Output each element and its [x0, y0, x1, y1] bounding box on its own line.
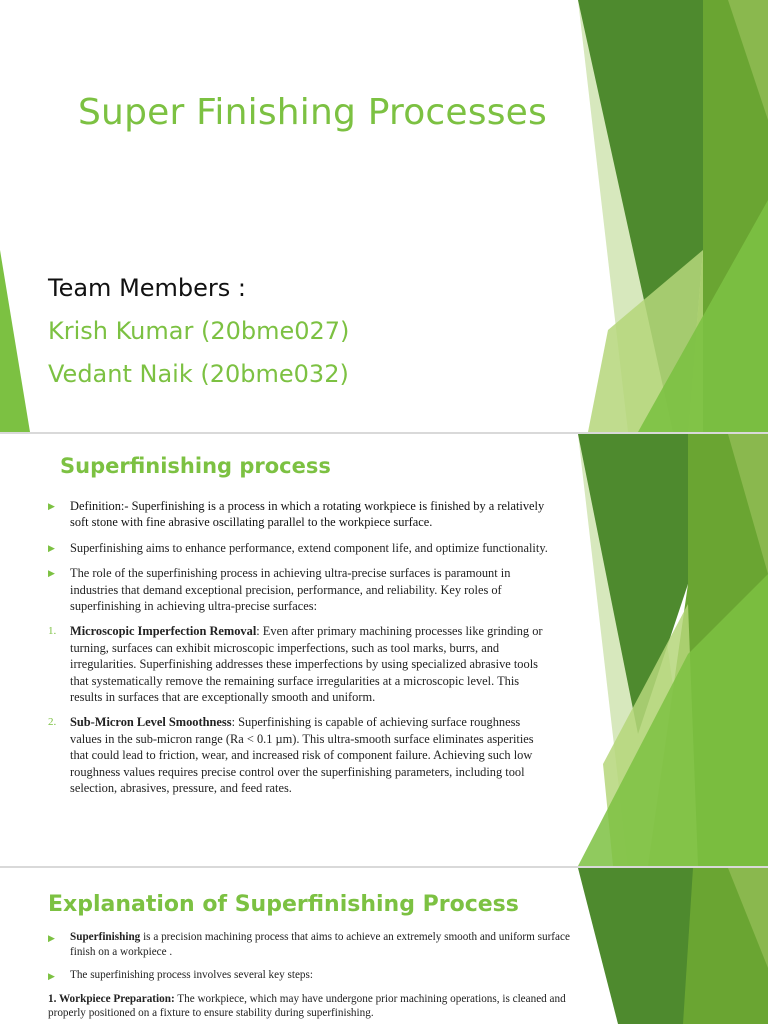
- item-number: 2.: [48, 716, 57, 729]
- item-text: : Even after primary machining processes like grinding or turning, surfaces can exhibit microscopic imperfections, such as tool marks, burrs, and irregularities. Superfinishing addresses these imperfections by using specialized abrasive tools that systematically remove the remaining surface irregularities at a microscopic level. This results in surfaces that are exceptionally smooth and uniform.: [70, 624, 543, 705]
- triangle-bullet-icon: ▶: [48, 568, 55, 579]
- slide-explanation: [0, 868, 768, 1024]
- slide-title: [0, 0, 768, 432]
- item-heading: Microscopic Imperfection Removal: [70, 624, 257, 639]
- slide-body: [48, 930, 588, 1024]
- slide-superfinishing-process: [0, 434, 768, 866]
- item-heading: Sub-Micron Level Smoothness: [70, 715, 232, 730]
- team-member: Krish Kumar (20bme027): [48, 317, 350, 345]
- team-members-heading: Team Members :: [48, 274, 246, 302]
- slide-body: [48, 498, 548, 806]
- step-heading: 1. Workpiece Preparation:: [48, 992, 175, 1005]
- decorative-triangles: [578, 868, 768, 1024]
- triangle-bullet-icon: ▶: [48, 933, 55, 943]
- list-item: [48, 930, 588, 959]
- list-item: [48, 540, 548, 556]
- list-item: [48, 968, 588, 983]
- list-item: [48, 565, 548, 614]
- slide-title: Explanation of Superfinishing Process: [48, 892, 519, 917]
- numbered-item: [48, 714, 548, 796]
- item-number: 1.: [48, 625, 57, 638]
- step-text: The workpiece, which may have undergone prior machining operations, is cleaned and properly positioned on a fixture to ensure stability during superfinishing.: [48, 992, 566, 1020]
- triangle-bullet-icon: ▶: [48, 542, 55, 553]
- bullet-text: is a precision machining process that aims to achieve an extremely smooth and uniform surface finish on a workpiece .: [70, 931, 570, 958]
- bullet-text: The superfinishing process involves several key steps:: [70, 969, 313, 982]
- step-item: [48, 992, 588, 1021]
- team-member: Vedant Naik (20bme032): [48, 360, 349, 388]
- bullet-text: The role of the superfinishing process in achieving ultra-precise surfaces is paramount in industries that demand exceptional precision, performance, and reliability. Key roles of superfinishing in achieving ultra-precise surfaces:: [70, 566, 511, 614]
- triangle-bullet-icon: ▶: [48, 971, 55, 982]
- list-item: [48, 498, 548, 531]
- presentation-title: Super Finishing Processes: [78, 92, 547, 133]
- bullet-text: Superfinishing aims to enhance performance, extend component life, and optimize functionality.: [70, 540, 548, 555]
- bullet-bold: Superfinishing: [70, 931, 141, 943]
- decorative-triangles: [578, 434, 768, 866]
- triangle-bullet-icon: ▶: [48, 501, 55, 511]
- bullet-text: Definition:- Superfinishing is a process in which a rotating workpiece is finished by a relatively soft stone with fine abrasive oscillating parallel to the workpiece surface.: [70, 499, 545, 530]
- numbered-item: [48, 623, 548, 705]
- team-members: [48, 266, 349, 396]
- slide-title: Superfinishing process: [60, 454, 331, 478]
- decorative-triangle-left: [0, 250, 30, 432]
- decorative-triangles: [578, 0, 768, 432]
- item-text: : Superfinishing is capable of achieving surface roughness values in the sub-micron range (Ra < 0.1 µm). This ultra-smooth surface eliminates asperities that could lead to friction, wear, and increased risk of component failure. Achieving such low roughness values requires precise control over the superfinishing parameters, including tool selection, abrasives, pressure, and feed rates.: [70, 715, 534, 796]
